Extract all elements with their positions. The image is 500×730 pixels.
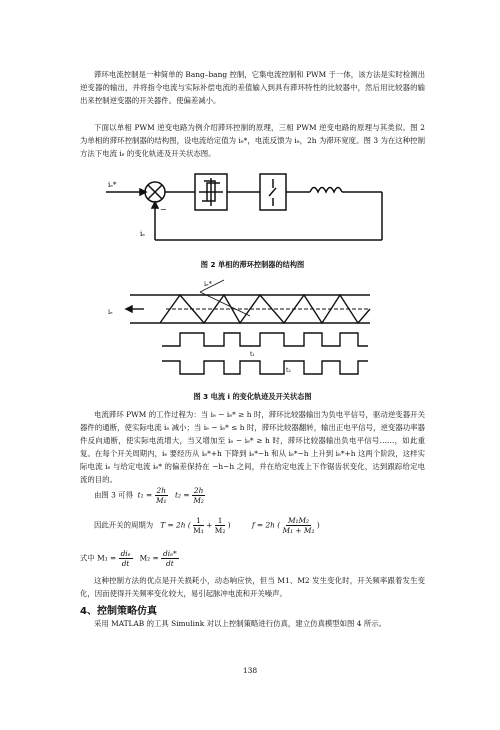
fig3-current-label: iₑ	[108, 308, 113, 316]
eq1-den2: M₂	[193, 496, 204, 505]
eq1-t1-symbol: t₁ =	[137, 490, 153, 500]
equation-t1-t2	[94, 486, 205, 505]
eq1-num1: 2h	[156, 486, 166, 495]
eq2-f-symbol: f = 2h (	[251, 520, 281, 530]
eq3-den1: dt	[121, 559, 130, 568]
eq2-f2-den: M₂	[214, 526, 226, 535]
equation-slopes	[80, 549, 179, 568]
eq1-t2-symbol: t₂ =	[175, 490, 190, 500]
eq2-f1-den: M₁	[193, 526, 204, 535]
paragraph-process: 电流滞环 PWM 的工作过程为：当 iₑ − iₑ* ≥ h 时，滞环比较器输出为负电平信号，驱动逆变器开关器件的通断，使实际电流 iₑ 减小；当 iₑ − iₑ* ≤ h 时，滞环比较器翻转，输出正电平信号，逆变器功率器件反向通断，使实际电流增大，当又增加至 iₑ − iₑ* ≥ h 时，滞环比较器输出负电平信号……，如此重复。在每个开关周期内，iₑ 要经历从 iₑ*+h 下降到 iₑ*−h 和从 iₑ*−h 上升到 iₑ*+h 这两个阶段，这样实际电流 iₑ 与给定电流 iₑ* 的偏差保持在 −h~h 之间，并在给定电流上下作锯齿状变化，达到跟踪给定电流的目的。	[80, 410, 425, 484]
equation-switching-period	[94, 516, 320, 535]
fig3-reference-label: iₑ*	[204, 280, 212, 288]
eq1-prefix: 由图 3 可得	[94, 490, 133, 500]
fig2-feedback-label: iₑ	[140, 230, 145, 238]
eq3-num2: diₑ*	[163, 549, 177, 558]
eq2-prefix: 因此开关的周期为	[94, 520, 154, 530]
paragraph-advantages: 这种控制方法的优点是开关损耗小，动态响应快，但当 M1、M2 发生变化时，开关频率跟着发生变化，因而使得开关频率变化较大，易引起脉冲电流和开关噪声。	[80, 576, 425, 598]
fig2-minus-sign: −	[160, 205, 167, 214]
eq2-f3-den: M₁ + M₂	[282, 526, 315, 535]
eq2-close2: )	[316, 520, 320, 530]
eq2-fraction-3	[283, 516, 315, 535]
eq1-fraction-2	[192, 486, 205, 505]
eq2-f1-num: 1	[193, 516, 204, 526]
eq2-fraction-1	[193, 516, 204, 535]
paragraph-simulation: 采用 MATLAB 的工具 Simulink 对以上控制策略进行仿真，建立仿真模型如图 4 所示。	[94, 619, 387, 628]
eq3-num1: diₑ	[120, 549, 131, 558]
eq2-plus: +	[206, 520, 213, 530]
figure-2-block-diagram	[100, 170, 400, 252]
eq3-fraction-1	[119, 549, 133, 568]
eq2-close: )	[227, 520, 231, 530]
eq1-num2: 2h	[193, 486, 204, 495]
fig2-input-label: iₑ*	[108, 181, 117, 189]
figure-2-caption: 图 2 单相的滞环控制器的结构图	[200, 260, 305, 269]
eq3-prefix: 式中 M₁ =	[80, 553, 117, 563]
eq3-m2: M₂ =	[139, 553, 159, 563]
section-heading-simulation: 4、控制策略仿真	[80, 606, 157, 617]
paragraph-intro: 滞环电流控制是一种简单的 Bang–bang 控制，它集电流控制和 PWM 于一体，该方法是实时检测出逆变器的输出，并将指令电流与实际补偿电流的差值输入到具有滞环特性的比较器中，然后用比较器的输出来控制逆变器的开关器件。使偏差减小。	[80, 70, 425, 105]
eq2-fraction-2	[215, 516, 226, 535]
eq2-f2-num: 1	[215, 516, 226, 526]
page-number: 138	[242, 666, 258, 675]
fig3-t1-label: t₁	[250, 351, 255, 358]
eq3-den2: dt	[166, 559, 174, 568]
eq1-den1: M₁	[155, 496, 167, 505]
figure-3-waveform	[100, 276, 400, 388]
eq1-fraction-1	[155, 486, 168, 505]
figure-3-caption: 图 3 电流 i 的变化轨迹及开关状态图	[193, 392, 312, 401]
eq3-fraction-2	[161, 549, 179, 568]
eq2-T-symbol: T = 2h (	[160, 520, 191, 530]
eq2-f3-num: M₁M₂	[287, 516, 309, 525]
fig3-t2-label: t₂	[286, 367, 291, 374]
paragraph-principle: 下面以单相 PWM 逆变电路为例介绍滞环控制的原理，三相 PWM 逆变电路的原理与其类似。图 2 为单相的滞环控制器的结构图，设电流给定值为 iₑ*，电流反馈为 iₑ，2h 为滞环宽度。图 3 为在这种控制方法下电流 iₑ 的变化轨迹及开关状态图。	[80, 123, 425, 158]
